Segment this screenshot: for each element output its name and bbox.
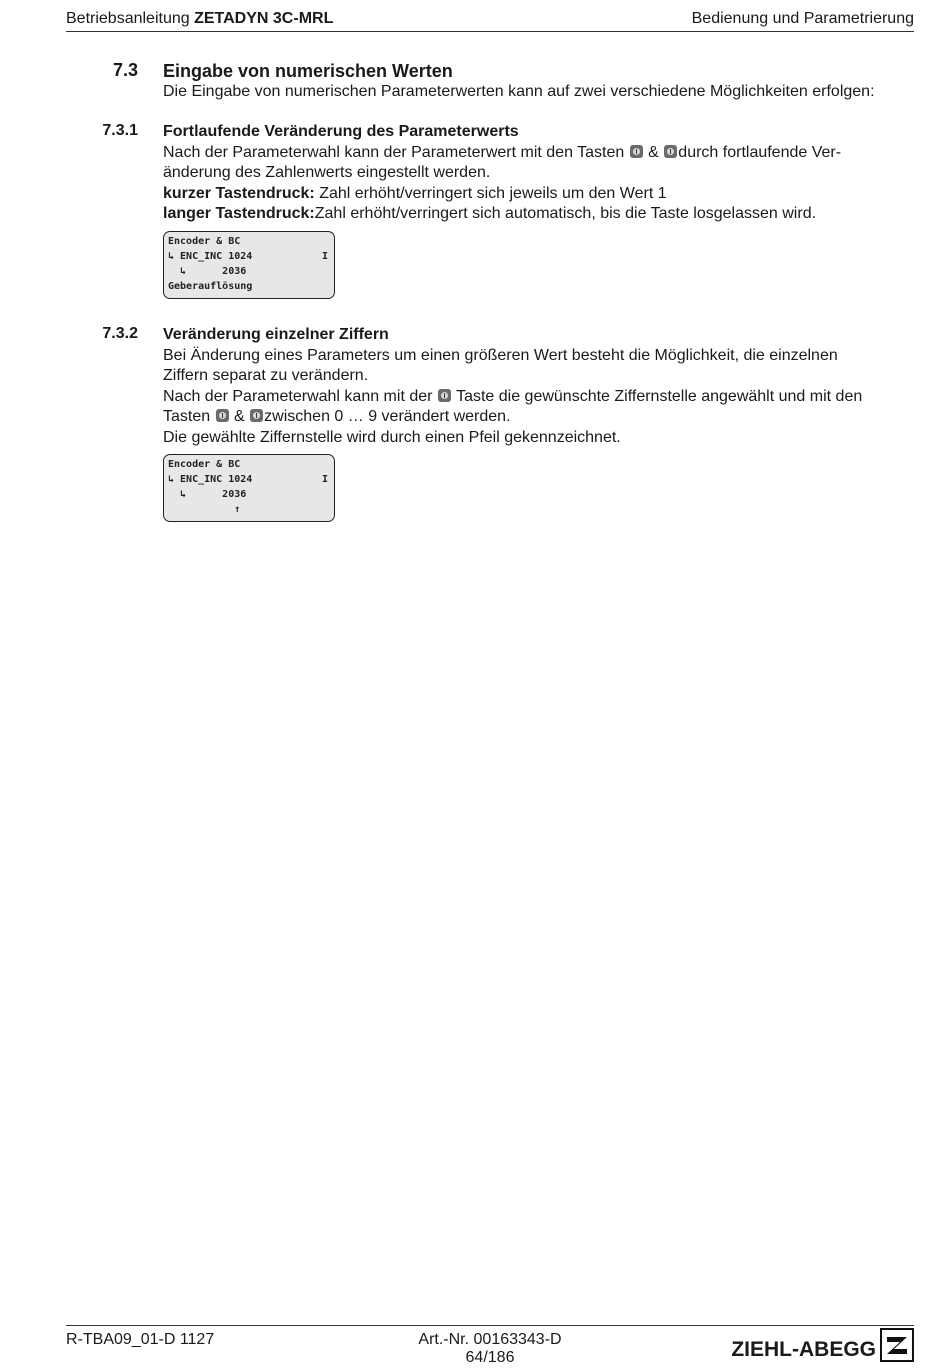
lcd1-row2: ↳ ENC_INC 1024 [168, 251, 253, 262]
key-up-icon [216, 409, 229, 422]
key-select-icon [438, 389, 451, 402]
text-fragment: zwischen 0 … 9 verändert werden. [264, 408, 511, 425]
lcd2-row1: Encoder & BC [168, 459, 241, 470]
section-7-3-2-line2: Ziffern separat zu verändern. [163, 367, 369, 384]
text-fragment: Taste die gewünschte Ziffernstelle angewählt und mit den [456, 387, 863, 405]
long-press-label: langer Tastendruck: [163, 205, 315, 222]
ampersand: & [234, 408, 245, 425]
short-press-label: kurzer Tastendruck: [163, 184, 315, 202]
section-7-3-2-line1: Bei Änderung eines Parameters um einen größeren Wert besteht die Möglichkeit, die einzelnen [163, 346, 838, 364]
section-7-3-title: Eingabe von numerischen Werten [163, 61, 453, 81]
footer-center [390, 1331, 590, 1367]
lcd2-indicator: I [321, 474, 328, 485]
ampersand: & [648, 143, 659, 161]
text-fragment: Nach der Parameterwahl kann mit der [163, 387, 433, 405]
key-up-icon [630, 145, 643, 158]
lcd2-row2: ↳ ENC_INC 1024 [168, 474, 253, 485]
header-divider [66, 31, 914, 32]
section-7-3-1-line2: änderung des Zahlenwerts eingestellt werden. [163, 164, 491, 181]
company-logo [731, 1328, 914, 1362]
header-prefix: Betriebsanleitung [66, 10, 190, 27]
section-7-3-number: 7.3 [112, 60, 138, 80]
section-7-3-2-line5: Die gewählte Ziffernstelle wird durch einen Pfeil gekennzeichnet. [163, 428, 621, 446]
section-7-3-1-number: 7.3.1 [102, 122, 138, 139]
section-7-3-2-number: 7.3.2 [102, 325, 138, 342]
text-fragment: Tasten [163, 408, 211, 425]
lcd-display-2 [163, 454, 335, 522]
lcd1-row4: Geberauflösung [168, 281, 253, 292]
header-product: ZETADYN 3C-MRL [194, 10, 334, 27]
text-fragment: durch fortlaufende Ver- [678, 143, 842, 161]
lcd1-row1: Encoder & BC [168, 236, 241, 247]
footer-doc-id: R-TBA09_01-D 1127 [66, 1331, 215, 1348]
section-7-3-2 [163, 325, 914, 448]
section-7-3-1 [163, 122, 914, 225]
header-chapter: Bedienung und Parametrierung [691, 10, 914, 27]
lcd1-indicator: I [321, 251, 328, 262]
long-press-line [163, 204, 914, 225]
lcd1-row3: ↳ 2036 [168, 266, 247, 277]
footer-art-nr: Art.-Nr. 00163343-D [418, 1331, 562, 1348]
section-7-3-2-line3 [163, 387, 914, 408]
lcd-display-1 [163, 231, 335, 299]
section-7-3 [163, 60, 914, 103]
footer-page-number: 64/186 [465, 1349, 515, 1366]
section-7-3-2-line4 [163, 407, 914, 428]
lcd2-row3: ↳ 2036 [168, 489, 247, 500]
short-press-text: Zahl erhöht/verringert sich jeweils um den Wert 1 [314, 184, 667, 202]
long-press-text: Zahl erhöht/verringert sich automatisch, bis die Taste losgelassen wird. [314, 205, 817, 222]
lcd2-row4-arrow: ↑ [168, 504, 241, 515]
text-fragment: Nach der Parameterwahl kann der Parameterwert mit den Tasten [163, 143, 625, 161]
footer-divider [66, 1325, 914, 1326]
section-7-3-1-line1 [163, 143, 914, 164]
section-7-3-1-title: Fortlaufende Veränderung des Parameterwerts [163, 123, 519, 140]
key-down-icon [250, 409, 263, 422]
ziehl-abegg-logo-icon [880, 1328, 914, 1362]
section-7-3-text: Die Eingabe von numerischen Parameterwerten kann auf zwei verschiedene Möglichkeiten erfolgen: [163, 83, 875, 100]
short-press-line [163, 184, 914, 205]
header-document-title [66, 10, 333, 28]
logo-text: ZIEHL-ABEGG [731, 1338, 876, 1361]
key-down-icon [664, 145, 677, 158]
section-7-3-2-title: Veränderung einzelner Ziffern [163, 326, 389, 343]
